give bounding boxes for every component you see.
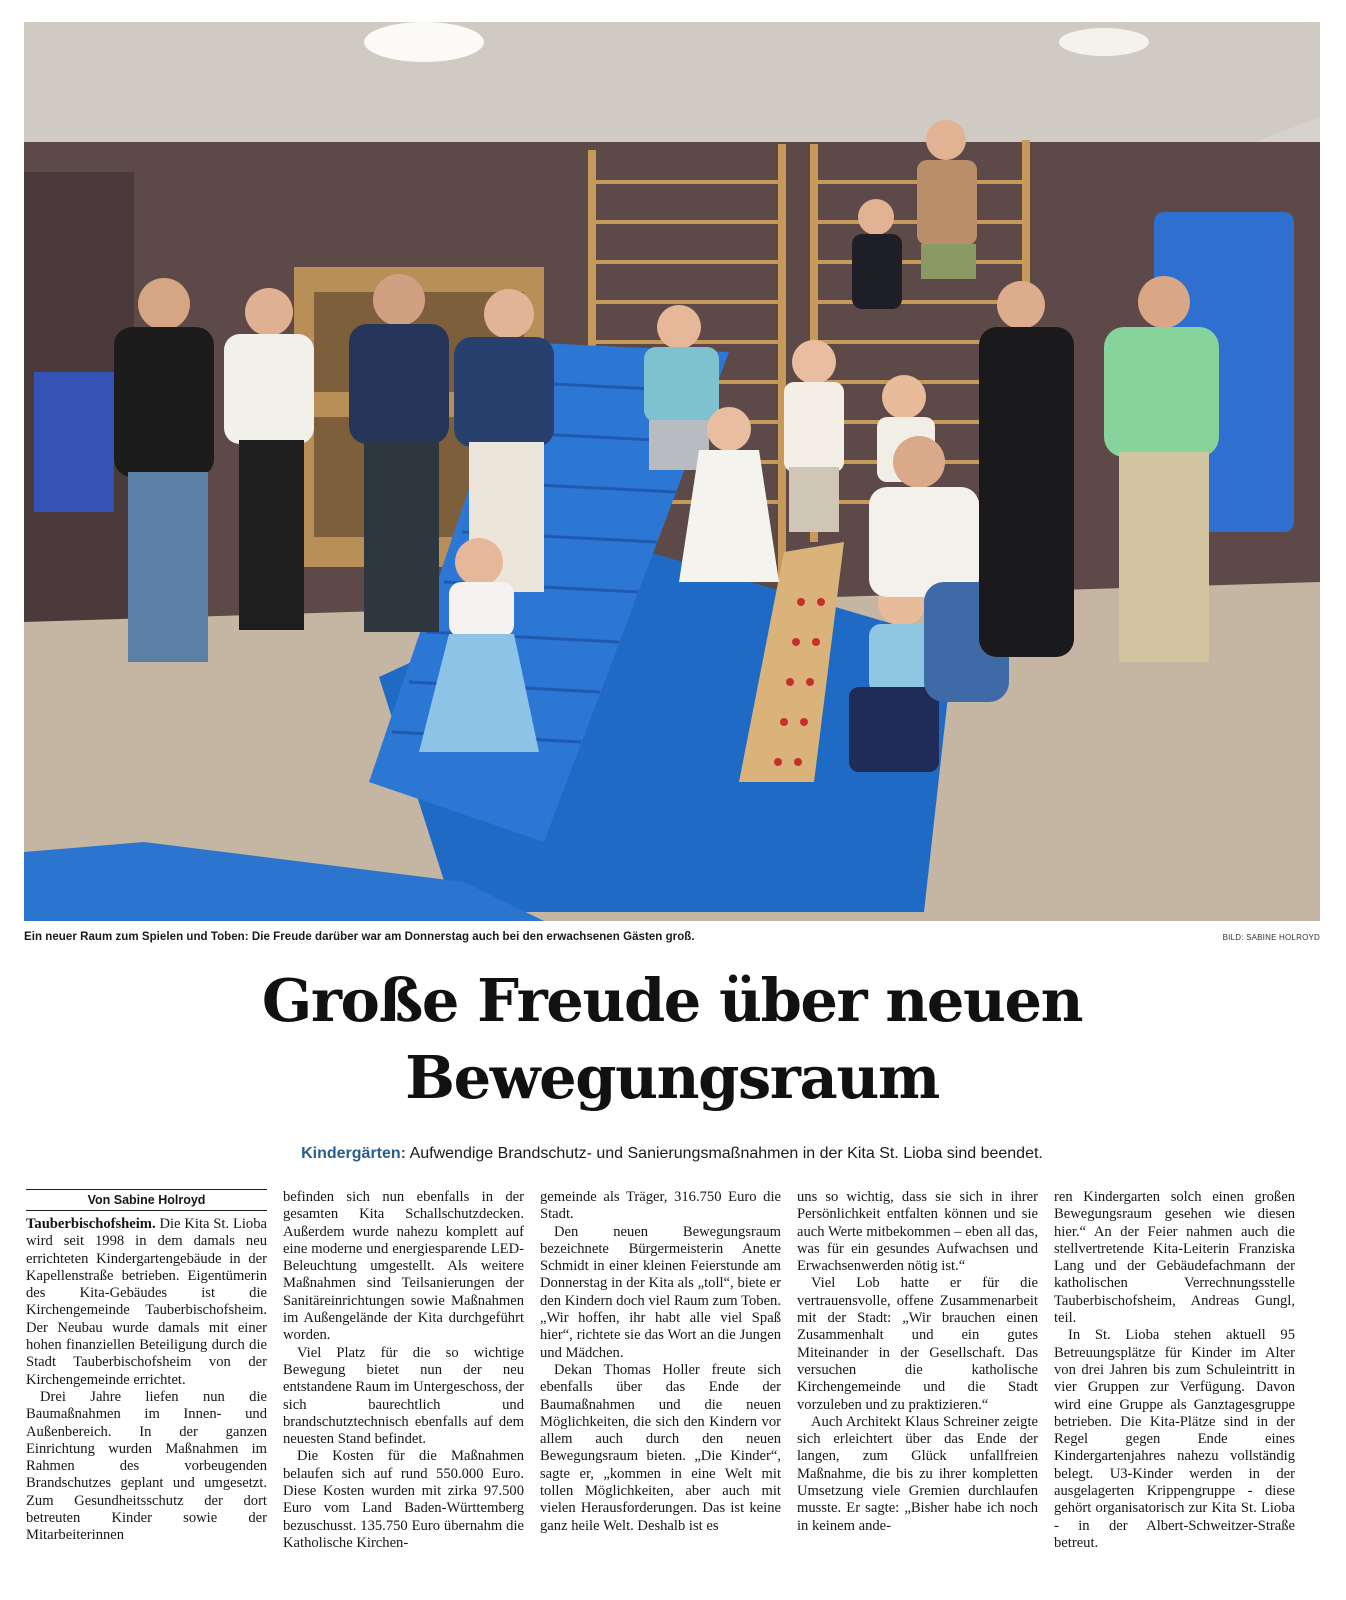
article-photo xyxy=(24,22,1320,921)
headline-line-2: Bewegungsraum xyxy=(405,1043,939,1112)
paragraph: Auch Architekt Klaus Schreiner zeigte sich erleichtert über das Ende der langen, zum Glück unfallfreien Maßnahme, die bis zu ihrer kompletten Umsetzung viele Gremien durchlaufen musste. Er sagte: „Bisher habe ich noch in keinem ande- xyxy=(797,1413,1038,1534)
article-column-2 xyxy=(283,1189,524,1552)
paragraph: Die Kosten für die Maßnahmen belaufen sich auf rund 550.000 Euro. Diese Kosten wurden mit zirka 97.500 Euro vom Land Baden-Württemberg bezuschusst. 135.750 Euro übernahm die Katholische Kirchen- xyxy=(283,1448,524,1551)
article-column-4 xyxy=(797,1189,1038,1535)
photo-credit: BILD: SABINE HOLROYD xyxy=(1222,933,1320,942)
paragraph: Viel Lob hatte er für die vertrauensvolle, offene Zusammenarbeit mit der Stadt: „Wir brauchen einen Zusammenhalt und ein gutes Miteinander in der Gesellschaft. Das versuchen die katholische Kirchengemeinde und die Stadt vorzuleben und zu praktizieren.“ xyxy=(797,1275,1038,1413)
article-body xyxy=(24,1189,1320,1594)
subheadline xyxy=(24,1145,1320,1163)
paragraph: ren Kindergarten solch einen großen Bewegungsraum gesehen wie diesen hier.“ An der Feier nahmen auch die stellvertretende Kita-Leiterin Franziska Lang und der Gebäudefachmann der katholischen Verrechnungsstelle Tauberbischofsheim, Andreas Gungl, teil. xyxy=(1054,1189,1295,1327)
ceiling-light xyxy=(1059,28,1149,56)
caption-text: Ein neuer Raum zum Spielen und Toben: Die Freude darüber war am Donnerstag auch bei den erwachsenen Gästen groß. xyxy=(24,931,695,943)
paragraph: uns so wichtig, dass sie sich in ihrer Persönlichkeit entfalten können und sie auch Werte mitbekommen – eben all das, was für ein gesundes Aufwachsen und Erwachsenwerden nötig ist.“ xyxy=(797,1189,1038,1275)
paragraph: gemeinde als Träger, 316.750 Euro die Stadt. xyxy=(540,1189,781,1223)
dateline: Tauberbischofsheim. xyxy=(26,1216,156,1232)
article-column-3 xyxy=(540,1189,781,1535)
headline-line-1: Große Freude über neuen xyxy=(261,966,1083,1035)
photo-caption xyxy=(24,929,1320,949)
paragraph-text: Die Kita St. Lioba wird seit 1998 in dem damals neu errichteten Kindergartengebäude in der Kapellenstraße betrieben. Eigentümerin des Kita-Gebäudes ist die Kirchengemeinde Tauberbischofsheim. Der Neubau wurde damals mit einer hohen finanziellen Beteiligung durch die Stadt Tauberbischofsheim von der Kirchengemeinde errichtet. xyxy=(26,1216,267,1388)
paragraph: In St. Lioba stehen aktuell 95 Betreuungsplätze für Kinder im Alter von drei Jahren bis zum Schuleintritt in vier Gruppen zur Verfügung. Davon wird eine Gruppe als Ganztagesgruppe betrieben. Die Kita-Plätze sind in der Regel gegen Ende eines Kindergartenjahres nahezu vollständig belegt. U3-Kinder werden in der ausgelagerten Krippengruppe - diese gehört organisatorisch zur Kita St. Lioba - in der Albert-Schweitzer-Straße betreut. xyxy=(1054,1327,1295,1551)
ceiling-light xyxy=(364,22,484,62)
person xyxy=(114,278,214,662)
kicker: Kindergärten: xyxy=(301,1145,407,1162)
paragraph: Drei Jahre liefen nun die Baumaßnahmen im Innen- und Außenbereich. In der ganzen Einrichtung wurden Maßnahmen im Rahmen des vorbeugenden Brandschutzes geplant und umgesetzt. Zum Gesundheitsschutz der dort betreuten Kinder sowie der Mitarbeiterinnen xyxy=(26,1388,267,1544)
byline: Von Sabine Holroyd xyxy=(26,1189,267,1211)
person xyxy=(979,281,1074,657)
person xyxy=(349,274,449,632)
person xyxy=(1104,276,1219,662)
play-tunnel xyxy=(34,372,114,512)
paragraph xyxy=(26,1216,267,1389)
paragraph: Viel Platz für die so wichtige Bewegung bietet nun der neu entstandene Raum im Untergeschoss, der sich baurechtlich und brandschutztechnisch ebenfalls auf dem neuesten Stand befindet. xyxy=(283,1344,524,1448)
article-column-5 xyxy=(1054,1189,1295,1552)
paragraph: Den neuen Bewegungsraum bezeichnete Bürgermeisterin Anette Schmidt in einer kleinen Feierstunde am Donnerstag in der Kita als „toll“, biete er den Kindern doch viel Raum zum Toben. „Wir hoffen, ihr habt alle viel Spaß hier“, richtete sie das Wort an die Jungen und Mädchen. xyxy=(540,1223,781,1361)
group-photo-image xyxy=(24,22,1320,921)
article-column-1 xyxy=(26,1189,267,1545)
paragraph: befinden sich nun ebenfalls in der gesamten Kita Schallschutzdecken. Außerdem wurde nahezu komplett auf eine moderne und energiesparende LED-Beleuchtung umgestellt. Als weitere Maßnahmen sind Teilsanierungen der Sanitäreinrichtungen sowie Maßnahmen im Außengelände der Kita durchgeführt worden. xyxy=(283,1189,524,1344)
paragraph: Dekan Thomas Holler freute sich ebenfalls über das Ende der Baumaßnahmen und die neuen Möglichkeiten, die sich den Kindern vor allem auch durch den neuen Bewegungsraum bieten. „Die Kinder“, sagte er, „kommen in eine Welt mit tollen Möglichkeiten, aber auch mit vielen Herausforderungen. Das ist keine ganz heile Welt. Deshalb ist es xyxy=(540,1361,781,1534)
headline xyxy=(24,962,1320,1116)
subheadline-text: Aufwendige Brandschutz- und Sanierungsmaßnahmen in der Kita St. Lioba sind beendet. xyxy=(406,1145,1043,1162)
